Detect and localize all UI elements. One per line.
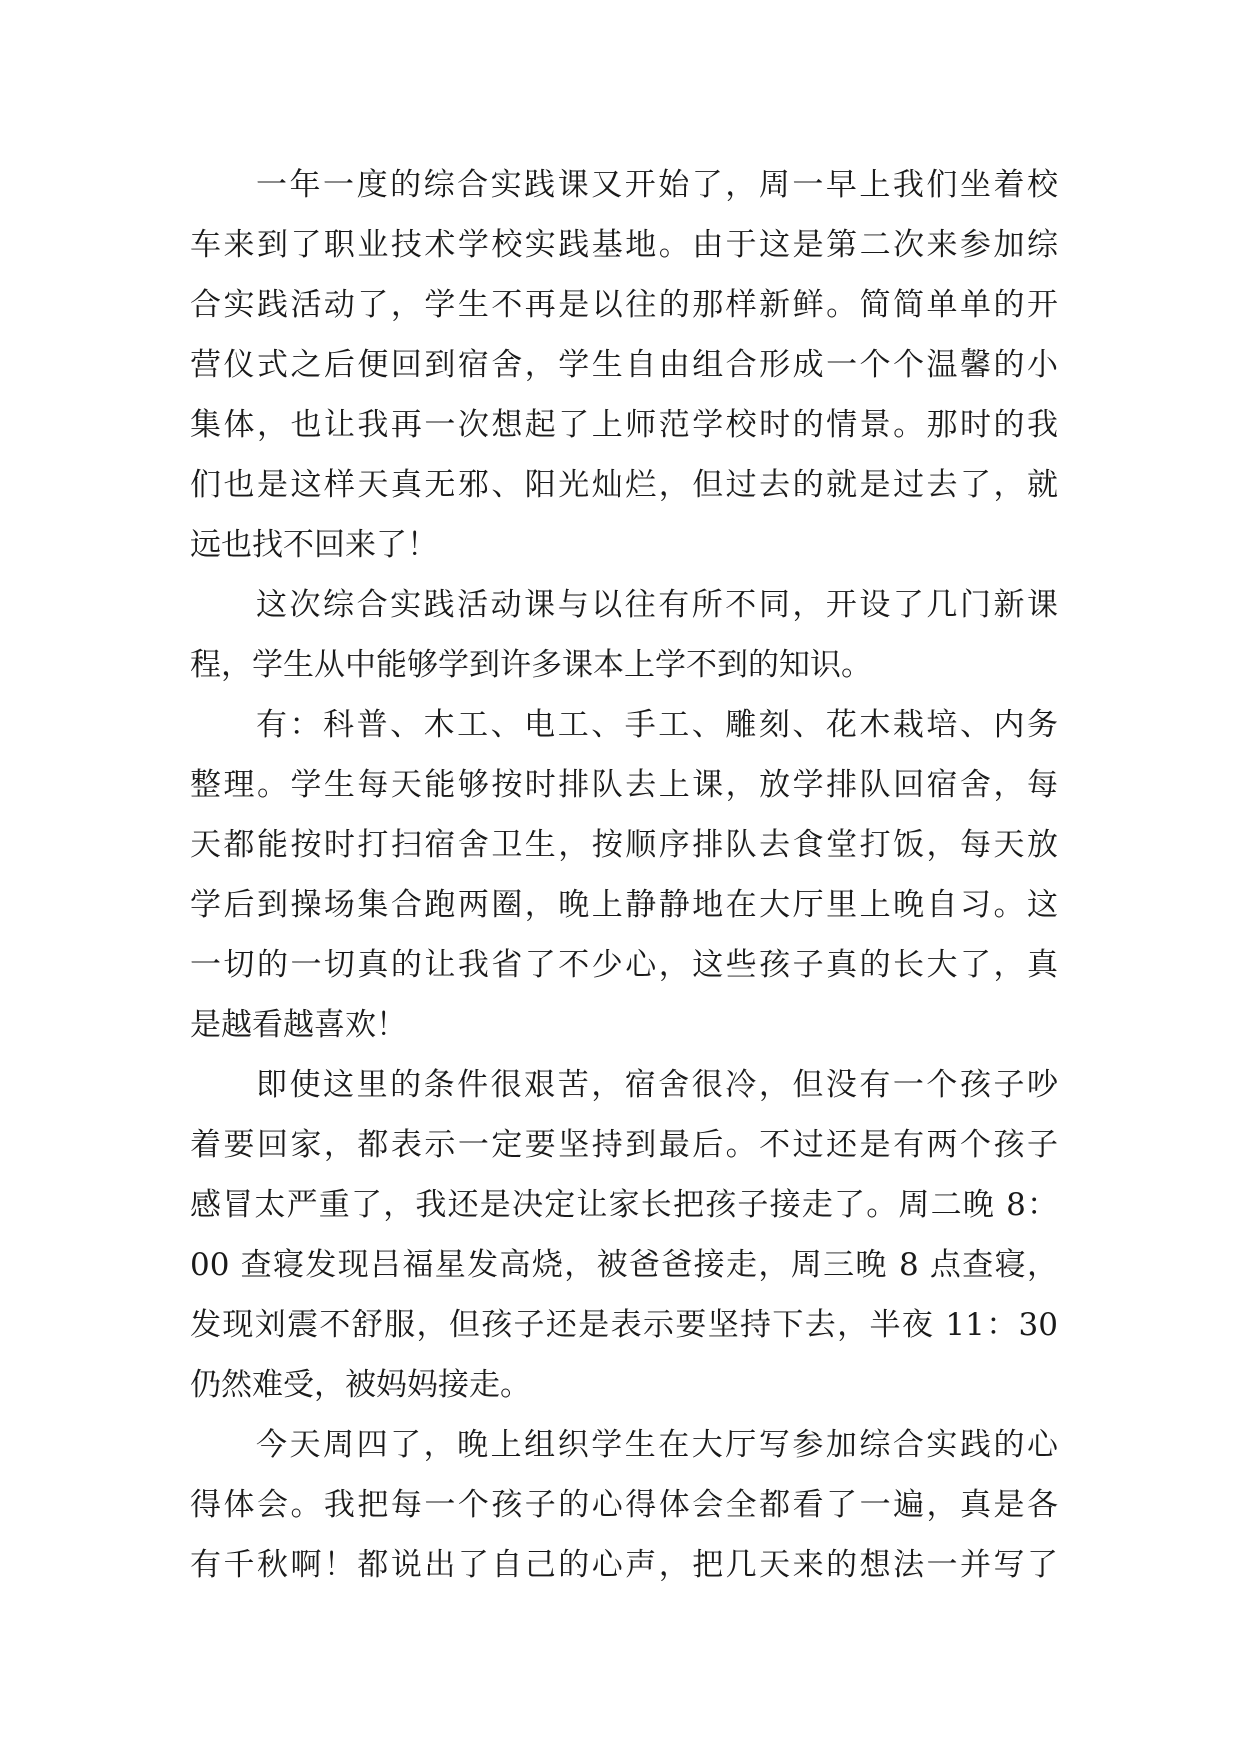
text-line: 得体会。我把每一个孩子的心得体会全都看了一遍，真是各 [190, 1487, 1058, 1523]
paragraph [190, 1055, 1058, 1415]
text-line: 整理。学生每天能够按时排队去上课，放学排队回宿舍，每 [190, 767, 1058, 803]
text-line: 营仪式之后便回到宿舍，学生自由组合形成一个个温馨的小 [190, 347, 1058, 383]
text-line: 是越看越喜欢！ [190, 1007, 407, 1043]
paragraph [190, 1415, 1058, 1595]
text-line: 一年一度的综合实践课又开始了，周一早上我们坐着校 [256, 167, 1058, 203]
paragraph [190, 695, 1058, 1055]
text-line: 天都能按时打扫宿舍卫生，按顺序排队去食堂打饭，每天放 [190, 827, 1058, 863]
text-line: 着要回家，都表示一定要坚持到最后。不过还是有两个孩子 [190, 1127, 1058, 1163]
text-line: 00 查寝发现吕福星发高烧，被爸爸接走，周三晚 8 点查寝， [190, 1247, 1058, 1283]
document-body [190, 155, 1058, 1595]
text-line: 合实践活动了，学生不再是以往的那样新鲜。简简单单的开 [190, 287, 1058, 323]
text-line: 有：科普、木工、电工、手工、雕刻、花木栽培、内务 [256, 707, 1058, 743]
text-line: 仍然难受，被妈妈接走。 [190, 1367, 531, 1403]
text-line: 有千秋啊！都说出了自己的心声，把几天来的想法一并写了 [190, 1547, 1058, 1583]
paragraph [190, 155, 1058, 575]
text-line: 今天周四了，晚上组织学生在大厅写参加综合实践的心 [256, 1427, 1058, 1463]
paragraph [190, 575, 1058, 695]
text-line: 车来到了职业技术学校实践基地。由于这是第二次来参加综 [190, 227, 1058, 263]
text-line: 集体，也让我再一次想起了上师范学校时的情景。那时的我 [190, 407, 1058, 443]
text-line: 这次综合实践活动课与以往有所不同，开设了几门新课 [256, 587, 1058, 623]
text-line: 们也是这样天真无邪、阳光灿烂，但过去的就是过去了，就 [190, 467, 1058, 503]
text-line: 程，学生从中能够学到许多课本上学不到的知识。 [190, 647, 872, 683]
text-line: 即使这里的条件很艰苦，宿舍很冷，但没有一个孩子吵 [256, 1067, 1058, 1103]
text-line: 学后到操场集合跑两圈，晚上静静地在大厅里上晚自习。这 [190, 887, 1058, 923]
text-line: 远也找不回来了！ [190, 527, 438, 563]
text-line: 感冒太严重了，我还是决定让家长把孩子接走了。周二晚 8： [190, 1187, 1058, 1223]
text-line: 一切的一切真的让我省了不少心，这些孩子真的长大了，真 [190, 947, 1058, 983]
text-line: 发现刘震不舒服，但孩子还是表示要坚持下去，半夜 11：30 [190, 1307, 1058, 1343]
